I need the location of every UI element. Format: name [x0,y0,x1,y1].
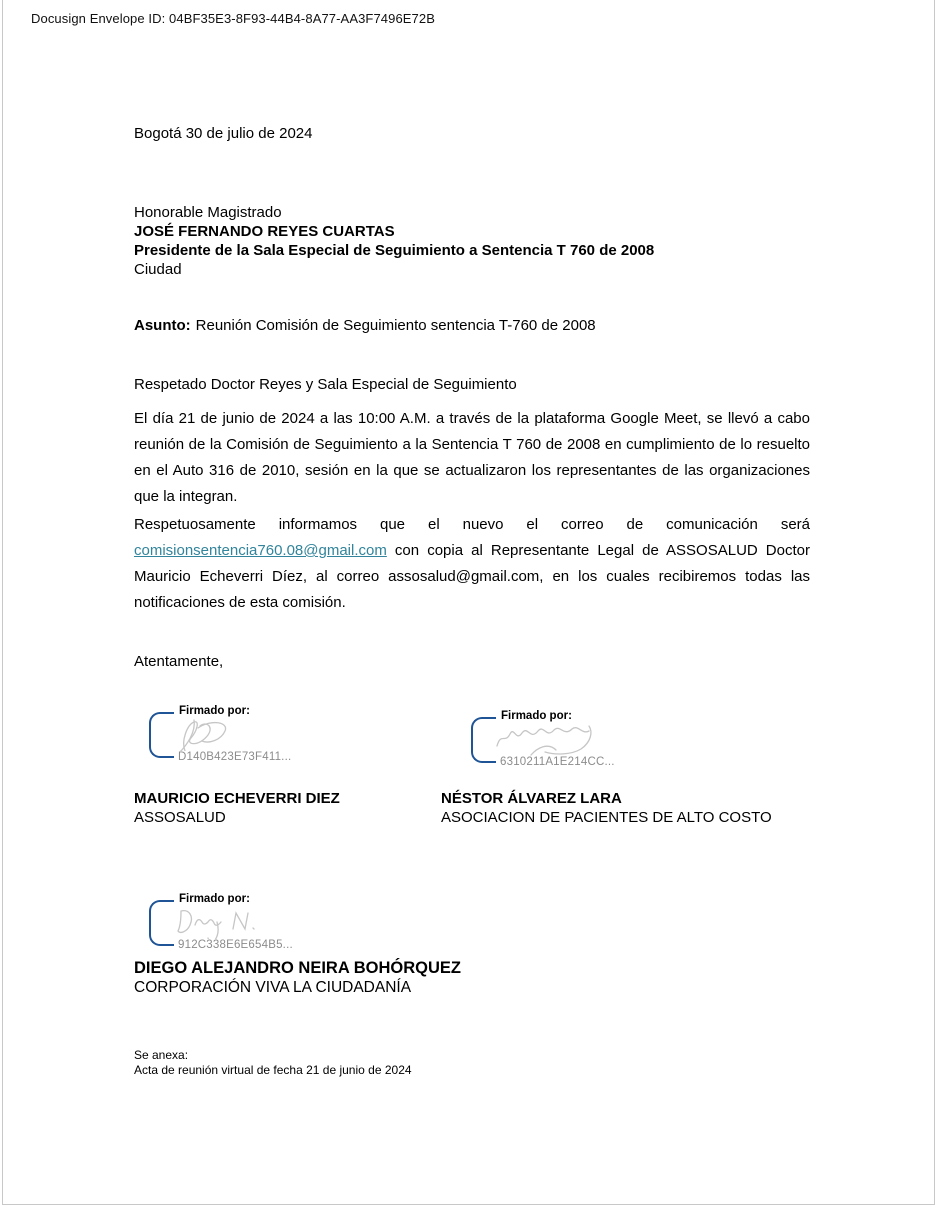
recipient-city: Ciudad [134,261,182,278]
signer-organization: CORPORACIÓN VIVA LA CIUDADANÍA [134,979,412,996]
letter-date: Bogotá 30 de julio de 2024 [134,125,313,142]
signature-id: D140B423E73F411... [178,751,292,763]
annex-attachment: Acta de reunión virtual de fecha 21 de junio de 2024 [134,1063,412,1077]
paragraph-email-before: Respetuosamente informamos que el nuevo el correo de comunicación será [134,516,810,533]
recipient-title: Presidente de la Sala Especial de Seguimiento a Sentencia T 760 de 2008 [134,242,655,259]
recipient-salutation: Honorable Magistrado [134,204,282,221]
docusign-stamp-diego [149,892,364,956]
signer-organization: ASSOSALUD [134,809,226,826]
signature-id: 912C338E6E654B5... [178,939,293,951]
recipient-block [134,203,654,279]
docusign-stamp-mauricio [149,704,364,768]
signer-name: MAURICIO ECHEVERRI DIEZ [134,790,340,807]
paragraph-email [134,512,810,616]
signature-scrawl-icon [493,722,613,760]
signed-by-label: Firmado por: [179,705,250,717]
signature-scrawl-icon [171,905,281,943]
subject-label: Asunto: [134,317,191,334]
docusign-stamp-nestor [471,709,686,773]
document-page [2,0,935,1205]
annex-label: Se anexa: [134,1048,189,1062]
subject-line [134,317,596,334]
signer-block-mauricio [134,789,340,827]
signer-block-diego [134,959,461,997]
signed-by-label: Firmado por: [501,710,572,722]
docusign-envelope-id: Docusign Envelope ID: 04BF35E3-8F93-44B4-8A77-AA3F7496E72B [31,11,435,26]
signer-name: NÉSTOR ÁLVAREZ LARA [441,790,622,807]
paragraph-meeting: El día 21 de junio de 2024 a las 10:00 A.M. a través de la plataforma Google Meet, se llevó a cabo reunión de la Comisión de Seguimiento a la Sentencia T 760 de 2008 en cumplimiento de lo resuelto en el Auto 316 de 2010, sesión en la que se actualizaron los representantes de las organizaciones que la integran. [134,410,810,505]
email-link[interactable]: comisionsentencia760.08@gmail.com [134,542,387,559]
signer-name: DIEGO ALEJANDRO NEIRA BOHÓRQUEZ [134,959,461,977]
greeting-line: Respetado Doctor Reyes y Sala Especial de Seguimiento [134,376,517,393]
signature-scrawl-icon [171,717,281,755]
recipient-name: JOSÉ FERNANDO REYES CUARTAS [134,223,395,240]
signed-by-label: Firmado por: [179,893,250,905]
signer-organization: ASOCIACION DE PACIENTES DE ALTO COSTO [441,809,772,826]
signer-block-nestor [441,789,772,827]
subject-text: Reunión Comisión de Seguimiento sentencia T-760 de 2008 [195,317,596,334]
annex-block [134,1048,412,1078]
closing-line: Atentamente, [134,653,224,670]
signature-id: 6310211A1E214CC... [500,756,615,768]
paragraph-email-after: con copia al Representante Legal de ASSOSALUD Doctor Mauricio Echeverri Díez, al correo assosalud@gmail.com, en los cuales recibiremos todas las notificaciones de esta comisión. [134,542,810,611]
